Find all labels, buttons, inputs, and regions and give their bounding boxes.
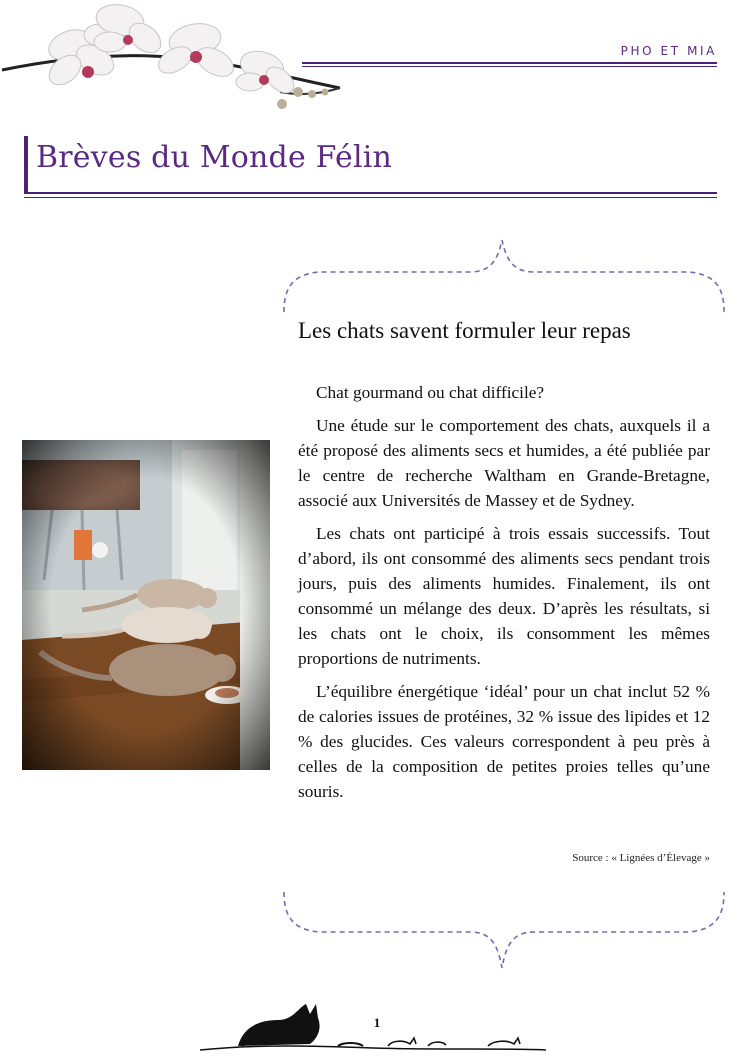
article-paragraph: L’équilibre énergétique ‘idéal’ pour un chat inclut 52 % de calories issues de protéines, 32 % issue des lipides et 12 % des glucides. Ces valeurs correspondent à peu près à celles de la composition de petites proies telles qu’une souris. [298, 682, 710, 801]
article-paragraph: Les chats ont participé à trois essais successifs. Tout d’abord, ils ont consommé des aliments secs pendant trois jours, puis des aliments humides. Finalement, ils ont consommé un mélange des deux. D’après les résultats, si les chats ont le choix, ils consomment les mêmes proportions de nutriments. [298, 524, 710, 668]
article-paragraph: Une étude sur le comportement des chats, auxquels il a été proposé des aliments secs et humides, a été publiée par le centre de recherche Waltham en Grande-Bretagne, associé aux Universités de Massey et de Sydney. [298, 416, 710, 510]
cats-eating-photo [22, 440, 270, 770]
article-paragraph: Chat gourmand ou chat difficile? [316, 383, 545, 402]
article-title: Les chats savent formuler leur repas [298, 318, 631, 343]
header-rule-thin [302, 66, 717, 67]
frame-bottom-ornament [280, 890, 728, 972]
header-rule [302, 62, 717, 64]
frame-top-ornament [280, 234, 728, 314]
title-accent-bar [24, 136, 28, 194]
article-source: Source : « Lignées d’Élevage » [572, 852, 710, 864]
article-body [298, 380, 710, 812]
title-rule [24, 192, 717, 194]
title-rule-double [24, 197, 717, 198]
brand-label: PHO ET MIA [620, 44, 717, 58]
section-title: Brèves du Monde Félin [36, 140, 393, 175]
orchid-branch-icon [0, 0, 370, 118]
page-number: 1 [373, 1015, 381, 1030]
